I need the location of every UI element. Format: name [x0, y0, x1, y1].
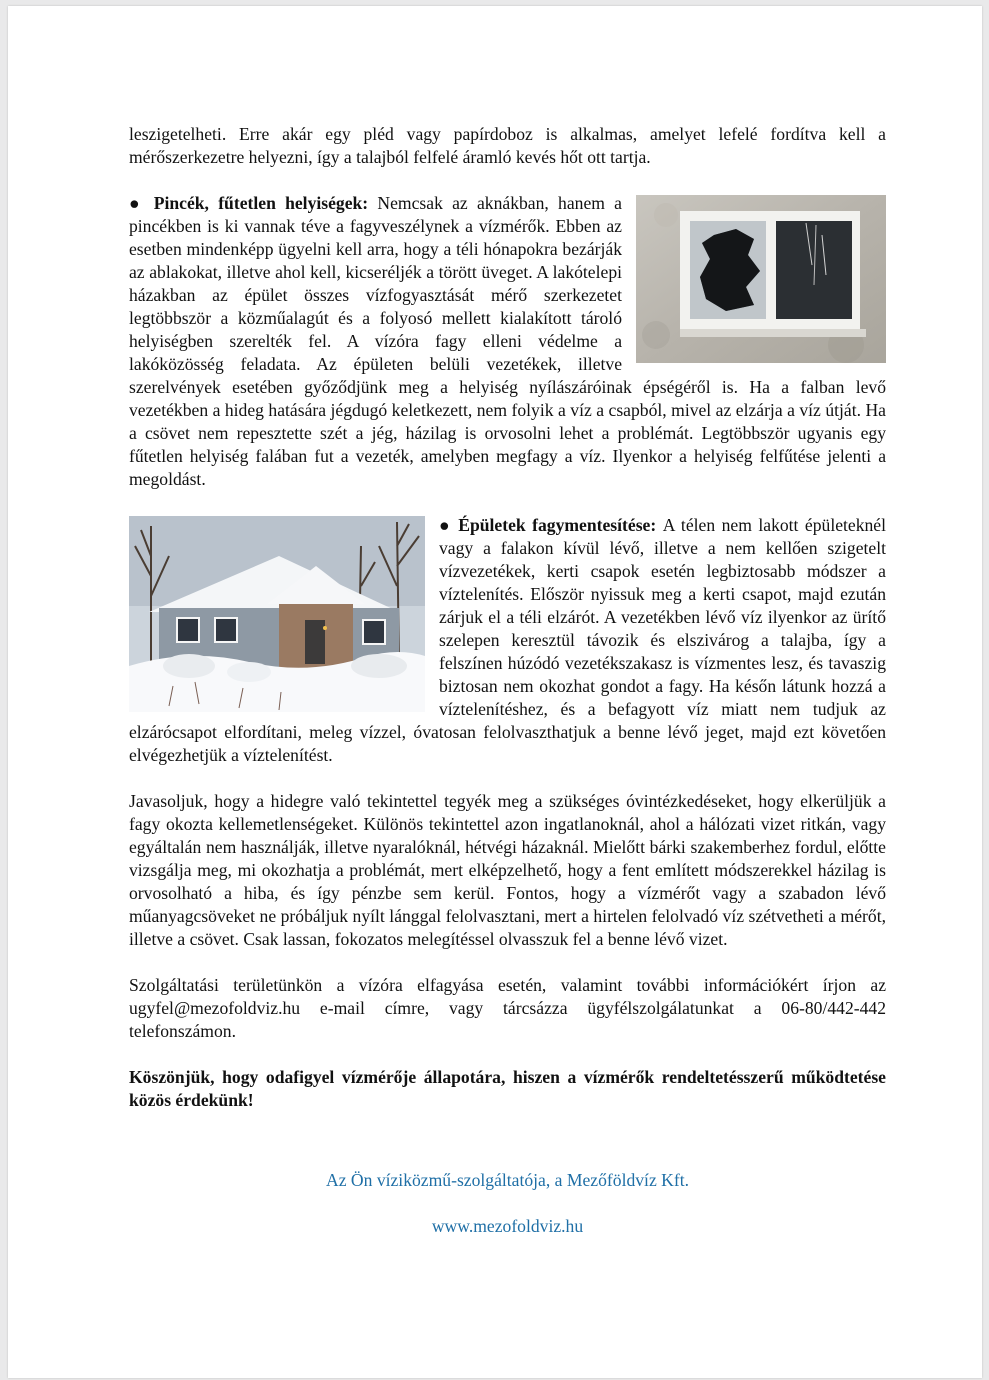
document-page [8, 6, 982, 1378]
paragraph-epuletek [129, 514, 886, 767]
section-text-pincek: Nemcsak az aknákban, hanem a pincékben is ki vannak téve a fagyveszélynek a vízmérők. Ebben az esetben mindenképp ügyelni kell arra, hogy a téli hónapokra bezárják az ablakokat, illetve ahol kell, kicseréljék a törött üveget. A lakótelepi házakban az épület összes vízfogyasztását mérő szerkezetet legtöbbször a közműalagút és a folyosó mellett kialakított tároló helyiségben szerelték fel. A vízóra fagy elleni védelme a lakóközösség feladata. Az épületen belüli vezetékek, illetve szerelvények esetében győződjünk meg a helyiség nyílászáróinak épségéről is. Ha a falban levő vezetékben a hideg hatására jégdugó keletkezett, nem folyik a víz a csapból, mivel az elzárja a víz útját. Ha a csövet nem repesztette szét a jég, házilag is orvosolni lehet a problémát. Legtöbbször ugyanis egy fűtetlen helyiség falában fut a vezeték, amelyben megfagy a víz. Ilyenkor a helyiség felfűtése jelenti a megoldást. [129, 193, 886, 489]
bullet-symbol: ● [129, 193, 145, 213]
snowy-house-photo [129, 516, 425, 712]
section-text-epuletek: A télen nem lakott épületeknél vagy a falakon kívül lévő, illetve a nem kellően szigetelt vízvezetékek, kerti csapok esetén legbiztosabb módszer a víztelenítés. Először nyissuk meg a kerti csapot, majd ezután zárjuk el a téli elzárót. A vezetékben lévő víz ilyenkor az ürítő szelepen keresztül távozik és elszivárog a talajba, így a felszínen húzódó vezetékszakasz is vízmentes lesz, és tavaszig biztosan nem okozhat gondot a fagy. Ha későn látunk hozzá a víztelenítéshez, és a befagyott víz miatt nem tudjuk az elzárócsapot elfordítani, meleg vízzel, óvatosan felolvaszthatjuk a benne lévő jeget, majd ezt követően elvégezhetjük a víztelenítést. [129, 515, 887, 765]
footer-website-link[interactable]: www.mezofoldviz.hu [431, 1216, 584, 1236]
section-heading-epuletek: Épületek fagymentesítése: [458, 515, 657, 535]
paragraph-thanks: Köszönjük, hogy odafigyel vízmérője állapotára, hiszen a vízmérők rendeltetésszerű működtetése közös érdekünk! [129, 1067, 886, 1110]
section-heading-pincek: Pincék, fűtetlen helyiségek: [153, 193, 369, 213]
document-body [129, 123, 886, 1112]
paragraph-intro: leszigetelheti. Erre akár egy pléd vagy papírdoboz is alkalmas, amelyet lefelé fordítva kell a mérőszerkezetre helyezni, így a talajból felfelé áramló kevés hőt ott tartja. [129, 124, 886, 167]
broken-window-photo [636, 195, 886, 363]
footer-signature: Az Ön víziközmű-szolgáltatója, a Mezőföldvíz Kft. [326, 1170, 689, 1190]
paragraph-pincek [129, 192, 886, 491]
paragraph-javasoljuk: Javasoljuk, hogy a hidegre való tekintettel tegyék meg a szükséges óvintézkedéseket, hogy elkerüljük a fagy okozta kellemetlenségeket. Különös tekintettel azon ingatlanoknál, ahol a hálózati vizet ritkán, vagy egyáltalán nem használják, illetve nyaralóknál, hétvégi házaknál. Mielőtt bárki szakemberhez fordul, előtte vizsgálja meg, mi okozhatja a problémát, mert elképzelhető, hogy a fent említett módszerekkel házilag is orvosolható a hiba, és így pénzbe sem kerül. Fontos, hogy a vízmérőt vagy a szabadon lévő műanyagcsöveket ne próbáljuk nyílt lánggal felolvasztani, mert a hirtelen felolvadó víz szétvetheti a mérőt, illetve a csövet. Csak lassan, fokozatos melegítéssel olvasszuk fel a benne lévő vizet. [129, 791, 886, 949]
bullet-symbol: ● [439, 515, 452, 535]
paragraph-contact: Szolgáltatási területünkön a vízóra elfagyása esetén, valamint további információkért írjon az ugyfel@mezofoldviz.hu e-mail címre, vagy tárcsázza ügyfélszolgálatunkat a 06-80/442-442 telefonszámon. [129, 975, 886, 1041]
